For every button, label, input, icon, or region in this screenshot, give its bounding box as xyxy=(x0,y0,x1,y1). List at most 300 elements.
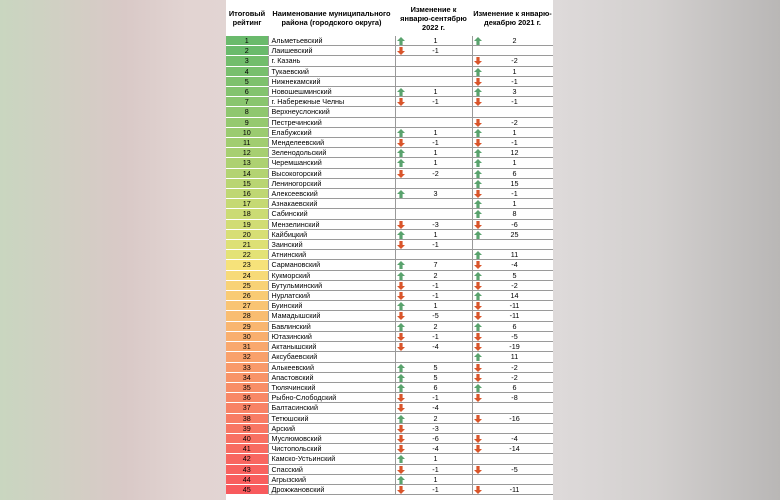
arrow-up-icon xyxy=(474,210,482,218)
change-2021-cell xyxy=(472,76,553,86)
change-2022-cell xyxy=(395,56,472,66)
arrow-up-icon xyxy=(474,272,482,280)
arrow-up-icon xyxy=(397,231,405,239)
district-name-cell: Бавлинский xyxy=(268,321,395,331)
change-value: -11 xyxy=(509,484,520,494)
change-2021-cell xyxy=(472,270,553,280)
district-name-cell: Камско-Устьинский xyxy=(268,454,395,464)
table-row xyxy=(226,178,553,188)
rating-table xyxy=(226,0,553,495)
change-2022-cell xyxy=(395,352,472,362)
arrow-down-icon xyxy=(397,292,405,300)
change-value: -1 xyxy=(432,97,439,107)
change-value: -1 xyxy=(432,138,439,148)
table-row xyxy=(226,382,553,392)
change-2021-cell xyxy=(472,199,553,209)
change-2022-cell xyxy=(395,178,472,188)
district-name-cell: Алексеевский xyxy=(268,189,395,199)
arrow-up-icon xyxy=(397,374,405,382)
arrow-down-icon xyxy=(397,486,405,494)
change-value: -1 xyxy=(432,280,439,290)
change-value: -5 xyxy=(432,311,439,321)
district-name-cell: Сармановский xyxy=(268,260,395,270)
rank-cell: 18 xyxy=(226,209,268,219)
rank-cell: 29 xyxy=(226,321,268,331)
change-value: 6 xyxy=(433,382,438,392)
change-2021-cell xyxy=(472,352,553,362)
change-2022-cell xyxy=(395,454,472,464)
change-value: 11 xyxy=(510,352,519,362)
arrow-down-icon xyxy=(474,302,482,310)
table-row xyxy=(226,372,553,382)
table-header-row xyxy=(226,0,553,36)
table-row xyxy=(226,270,553,280)
change-value: 25 xyxy=(510,229,519,239)
arrow-up-icon xyxy=(474,353,482,361)
header-change-2021: Изменение к январю-декабрю 2021 г. xyxy=(473,9,552,27)
arrow-up-icon xyxy=(397,323,405,331)
arrow-down-icon xyxy=(397,282,405,290)
arrow-up-icon xyxy=(397,455,405,463)
change-2022-cell xyxy=(395,403,472,413)
change-value: -1 xyxy=(432,331,439,341)
table-row xyxy=(226,321,553,331)
change-2021-cell xyxy=(472,474,553,484)
change-2021-cell xyxy=(472,219,553,229)
arrow-up-icon xyxy=(474,37,482,45)
rank-cell: 40 xyxy=(226,433,268,443)
rank-cell: 41 xyxy=(226,444,268,454)
rank-cell: 12 xyxy=(226,148,268,158)
table-row xyxy=(226,138,553,148)
arrow-down-icon xyxy=(474,364,482,372)
table-row xyxy=(226,291,553,301)
rank-cell: 22 xyxy=(226,250,268,260)
arrow-down-icon xyxy=(397,221,405,229)
change-2022-cell xyxy=(395,240,472,250)
change-value: -2 xyxy=(432,168,439,178)
change-2021-cell xyxy=(472,56,553,66)
change-value: 1 xyxy=(512,127,517,137)
district-name-cell: Чистопольский xyxy=(268,444,395,454)
change-2021-cell xyxy=(472,454,553,464)
arrow-down-icon xyxy=(397,312,405,320)
change-2021-cell xyxy=(472,372,553,382)
arrow-up-icon xyxy=(397,384,405,392)
change-2021-cell xyxy=(472,240,553,250)
change-value: 1 xyxy=(433,229,438,239)
change-value: 12 xyxy=(510,148,519,158)
header-change-2022: Изменение к январю-сентябрю 2022 г. xyxy=(400,4,467,32)
arrow-up-icon xyxy=(397,476,405,484)
change-value: -4 xyxy=(432,403,439,413)
change-2021-cell xyxy=(472,250,553,260)
change-2022-cell xyxy=(395,413,472,423)
arrow-up-icon xyxy=(474,180,482,188)
district-name-cell: Тетюшский xyxy=(268,413,395,423)
district-name-cell: Черемшанский xyxy=(268,158,395,168)
change-2021-cell xyxy=(472,178,553,188)
change-2022-cell xyxy=(395,484,472,494)
arrow-down-icon xyxy=(397,333,405,341)
arrow-down-icon xyxy=(474,343,482,351)
rank-cell: 21 xyxy=(226,240,268,250)
rank-cell: 28 xyxy=(226,311,268,321)
rank-cell: 11 xyxy=(226,138,268,148)
arrow-down-icon xyxy=(397,241,405,249)
change-2022-cell xyxy=(395,199,472,209)
arrow-down-icon xyxy=(474,98,482,106)
change-2021-cell xyxy=(472,87,553,97)
change-value: -2 xyxy=(511,280,518,290)
district-name-cell: Арский xyxy=(268,423,395,433)
arrow-up-icon xyxy=(474,159,482,167)
change-value: 14 xyxy=(510,291,519,301)
arrow-down-icon xyxy=(397,425,405,433)
arrow-down-icon xyxy=(474,282,482,290)
change-2021-cell xyxy=(472,138,553,148)
change-value: 3 xyxy=(433,189,438,199)
arrow-down-icon xyxy=(474,139,482,147)
rank-cell: 6 xyxy=(226,87,268,97)
change-2022-cell xyxy=(395,464,472,474)
change-2022-cell xyxy=(395,423,472,433)
table-row xyxy=(226,219,553,229)
table-row xyxy=(226,189,553,199)
table-row xyxy=(226,474,553,484)
rank-cell: 36 xyxy=(226,393,268,403)
change-2022-cell xyxy=(395,372,472,382)
change-value: -1 xyxy=(432,291,439,301)
district-name-cell: г. Набережные Челны xyxy=(268,97,395,107)
rank-cell: 23 xyxy=(226,260,268,270)
change-value: -1 xyxy=(432,393,439,403)
arrow-down-icon xyxy=(474,312,482,320)
arrow-down-icon xyxy=(397,343,405,351)
arrow-down-icon xyxy=(474,190,482,198)
change-2021-cell xyxy=(472,168,553,178)
change-value: 1 xyxy=(433,301,438,311)
district-name-cell: Буинский xyxy=(268,301,395,311)
change-value: 2 xyxy=(433,321,438,331)
change-2022-cell xyxy=(395,311,472,321)
rank-cell: 20 xyxy=(226,229,268,239)
district-name-cell: Агрызский xyxy=(268,474,395,484)
table-row xyxy=(226,433,553,443)
change-value: 1 xyxy=(512,158,517,168)
change-2022-cell xyxy=(395,219,472,229)
district-name-cell: Заинский xyxy=(268,240,395,250)
district-name-cell: Тюлячинский xyxy=(268,382,395,392)
change-value: 1 xyxy=(433,87,438,97)
rank-cell: 24 xyxy=(226,270,268,280)
change-2022-cell xyxy=(395,301,472,311)
arrow-down-icon xyxy=(474,333,482,341)
change-value: 1 xyxy=(433,454,438,464)
district-name-cell: Атнинский xyxy=(268,250,395,260)
rank-cell: 37 xyxy=(226,403,268,413)
change-2022-cell xyxy=(395,76,472,86)
change-2021-cell xyxy=(472,280,553,290)
arrow-down-icon xyxy=(474,78,482,86)
change-value: 8 xyxy=(512,209,517,219)
rank-cell: 39 xyxy=(226,423,268,433)
district-name-cell: Елабужский xyxy=(268,127,395,137)
change-2021-cell xyxy=(472,301,553,311)
rank-cell: 42 xyxy=(226,454,268,464)
change-2022-cell xyxy=(395,433,472,443)
change-2022-cell xyxy=(395,291,472,301)
rank-cell: 5 xyxy=(226,76,268,86)
table-row xyxy=(226,342,553,352)
header-rank: Итоговый рейтинг xyxy=(228,9,266,27)
district-name-cell: Ютазинский xyxy=(268,331,395,341)
district-name-cell: Алькеевский xyxy=(268,362,395,372)
change-2021-cell xyxy=(472,403,553,413)
district-name-cell: Кайбицкий xyxy=(268,229,395,239)
change-2022-cell xyxy=(395,97,472,107)
district-name-cell: г. Казань xyxy=(268,56,395,66)
table-body xyxy=(226,36,553,495)
change-value: 2 xyxy=(433,413,438,423)
change-value: -3 xyxy=(432,219,439,229)
change-value: -1 xyxy=(432,240,439,250)
arrow-up-icon xyxy=(397,129,405,137)
change-value: 11 xyxy=(510,250,519,260)
change-2021-cell xyxy=(472,158,553,168)
change-2022-cell xyxy=(395,229,472,239)
change-value: 6 xyxy=(512,168,517,178)
table-row xyxy=(226,362,553,372)
rank-cell: 26 xyxy=(226,291,268,301)
arrow-down-icon xyxy=(397,47,405,55)
rank-cell: 33 xyxy=(226,362,268,372)
rank-cell: 14 xyxy=(226,168,268,178)
rank-cell: 3 xyxy=(226,56,268,66)
change-value: 3 xyxy=(512,87,517,97)
change-2022-cell xyxy=(395,189,472,199)
rank-cell: 1 xyxy=(226,36,268,46)
arrow-down-icon xyxy=(474,466,482,474)
change-value: -4 xyxy=(511,433,518,443)
change-value: -1 xyxy=(511,189,518,199)
rank-cell: 2 xyxy=(226,46,268,56)
arrow-down-icon xyxy=(474,261,482,269)
table-row xyxy=(226,311,553,321)
rank-cell: 15 xyxy=(226,178,268,188)
change-2021-cell xyxy=(472,46,553,56)
arrow-up-icon xyxy=(397,37,405,45)
change-value: 1 xyxy=(433,36,438,45)
arrow-up-icon xyxy=(397,261,405,269)
arrow-down-icon xyxy=(397,445,405,453)
change-2021-cell xyxy=(472,342,553,352)
change-value: -19 xyxy=(509,342,520,352)
district-name-cell: Апастовский xyxy=(268,372,395,382)
change-2021-cell xyxy=(472,311,553,321)
arrow-up-icon xyxy=(397,159,405,167)
table-row xyxy=(226,66,553,76)
table-row xyxy=(226,148,553,158)
change-value: 1 xyxy=(433,474,438,484)
change-value: -4 xyxy=(432,342,439,352)
change-2021-cell xyxy=(472,393,553,403)
district-name-cell: Лаишевский xyxy=(268,46,395,56)
change-2022-cell xyxy=(395,107,472,117)
change-2022-cell xyxy=(395,127,472,137)
rank-cell: 35 xyxy=(226,382,268,392)
rank-cell: 32 xyxy=(226,352,268,362)
change-value: 1 xyxy=(512,199,517,209)
change-2022-cell xyxy=(395,342,472,352)
change-2022-cell xyxy=(395,362,472,372)
change-2021-cell xyxy=(472,362,553,372)
change-value: 1 xyxy=(433,148,438,158)
rank-cell: 19 xyxy=(226,219,268,229)
table-row xyxy=(226,444,553,454)
table-row xyxy=(226,46,553,56)
arrow-up-icon xyxy=(474,384,482,392)
arrow-down-icon xyxy=(397,435,405,443)
change-2021-cell xyxy=(472,148,553,158)
rank-cell: 45 xyxy=(226,484,268,494)
arrow-up-icon xyxy=(474,292,482,300)
table-row xyxy=(226,352,553,362)
district-name-cell: Новошешминский xyxy=(268,87,395,97)
arrow-up-icon xyxy=(397,149,405,157)
arrow-down-icon xyxy=(474,119,482,127)
change-2021-cell xyxy=(472,189,553,199)
arrow-down-icon xyxy=(397,394,405,402)
table-row xyxy=(226,97,553,107)
table-row xyxy=(226,250,553,260)
rank-cell: 13 xyxy=(226,158,268,168)
table-row xyxy=(226,464,553,474)
arrow-up-icon xyxy=(474,231,482,239)
change-value: 2 xyxy=(433,270,438,280)
arrow-up-icon xyxy=(397,302,405,310)
arrow-down-icon xyxy=(397,139,405,147)
change-2022-cell xyxy=(395,36,472,46)
table-row xyxy=(226,127,553,137)
arrow-up-icon xyxy=(397,272,405,280)
table-row xyxy=(226,413,553,423)
arrow-up-icon xyxy=(474,68,482,76)
change-value: 6 xyxy=(512,321,517,331)
change-2021-cell xyxy=(472,107,553,117)
change-2021-cell xyxy=(472,117,553,127)
change-2021-cell xyxy=(472,484,553,494)
change-2022-cell xyxy=(395,87,472,97)
change-2022-cell xyxy=(395,148,472,158)
table-row xyxy=(226,199,553,209)
rank-cell: 43 xyxy=(226,464,268,474)
change-2021-cell xyxy=(472,433,553,443)
arrow-up-icon xyxy=(474,200,482,208)
district-name-cell: Альметьевский xyxy=(268,36,395,46)
change-2022-cell xyxy=(395,382,472,392)
change-2022-cell xyxy=(395,331,472,341)
rank-cell: 16 xyxy=(226,189,268,199)
change-value: -14 xyxy=(509,444,520,454)
rank-cell: 10 xyxy=(226,127,268,137)
district-name-cell: Дрожжановский xyxy=(268,484,395,494)
change-value: -2 xyxy=(511,117,518,127)
change-2022-cell xyxy=(395,66,472,76)
arrow-down-icon xyxy=(397,466,405,474)
change-2022-cell xyxy=(395,270,472,280)
change-value: -4 xyxy=(432,444,439,454)
change-value: 6 xyxy=(512,382,517,392)
district-name-cell: Зеленодольский xyxy=(268,148,395,158)
table-row xyxy=(226,107,553,117)
district-name-cell: Менделеевский xyxy=(268,138,395,148)
table-row xyxy=(226,36,553,46)
district-name-cell: Бутульминский xyxy=(268,280,395,290)
rank-cell: 31 xyxy=(226,342,268,352)
change-2021-cell xyxy=(472,97,553,107)
district-name-cell: Нурлатский xyxy=(268,291,395,301)
arrow-down-icon xyxy=(397,98,405,106)
rank-cell: 17 xyxy=(226,199,268,209)
change-value: 5 xyxy=(512,270,517,280)
arrow-up-icon xyxy=(474,88,482,96)
table-row xyxy=(226,240,553,250)
district-name-cell: Муслюмовский xyxy=(268,433,395,443)
arrow-down-icon xyxy=(474,221,482,229)
table-row xyxy=(226,260,553,270)
arrow-up-icon xyxy=(474,129,482,137)
change-value: -1 xyxy=(511,97,518,107)
arrow-down-icon xyxy=(474,374,482,382)
change-value: -2 xyxy=(511,362,518,372)
arrow-down-icon xyxy=(397,404,405,412)
district-name-cell: Тукаевский xyxy=(268,66,395,76)
change-value: -4 xyxy=(511,260,518,270)
change-value: 5 xyxy=(433,362,438,372)
change-2021-cell xyxy=(472,66,553,76)
rank-cell: 38 xyxy=(226,413,268,423)
arrow-up-icon xyxy=(474,251,482,259)
table-row xyxy=(226,76,553,86)
table-row xyxy=(226,280,553,290)
arrow-up-icon xyxy=(474,170,482,178)
district-name-cell: Пестречинский xyxy=(268,117,395,127)
district-name-cell: Спасский xyxy=(268,464,395,474)
arrow-up-icon xyxy=(397,415,405,423)
table-row xyxy=(226,168,553,178)
header-district-name: Наименование муниципального района (городского округа) xyxy=(272,9,391,27)
change-value: -11 xyxy=(509,301,520,311)
change-2022-cell xyxy=(395,393,472,403)
district-name-cell: Сабинский xyxy=(268,209,395,219)
change-2021-cell xyxy=(472,260,553,270)
district-name-cell: Актанышский xyxy=(268,342,395,352)
rank-cell: 27 xyxy=(226,301,268,311)
rank-cell: 44 xyxy=(226,474,268,484)
change-2021-cell xyxy=(472,229,553,239)
rank-cell: 4 xyxy=(226,66,268,76)
change-value: -2 xyxy=(511,372,518,382)
change-value: 15 xyxy=(510,178,519,188)
table-row xyxy=(226,454,553,464)
change-value: -8 xyxy=(511,393,518,403)
arrow-down-icon xyxy=(474,394,482,402)
change-2022-cell xyxy=(395,138,472,148)
change-2021-cell xyxy=(472,36,553,46)
table-row xyxy=(226,229,553,239)
rank-cell: 7 xyxy=(226,97,268,107)
